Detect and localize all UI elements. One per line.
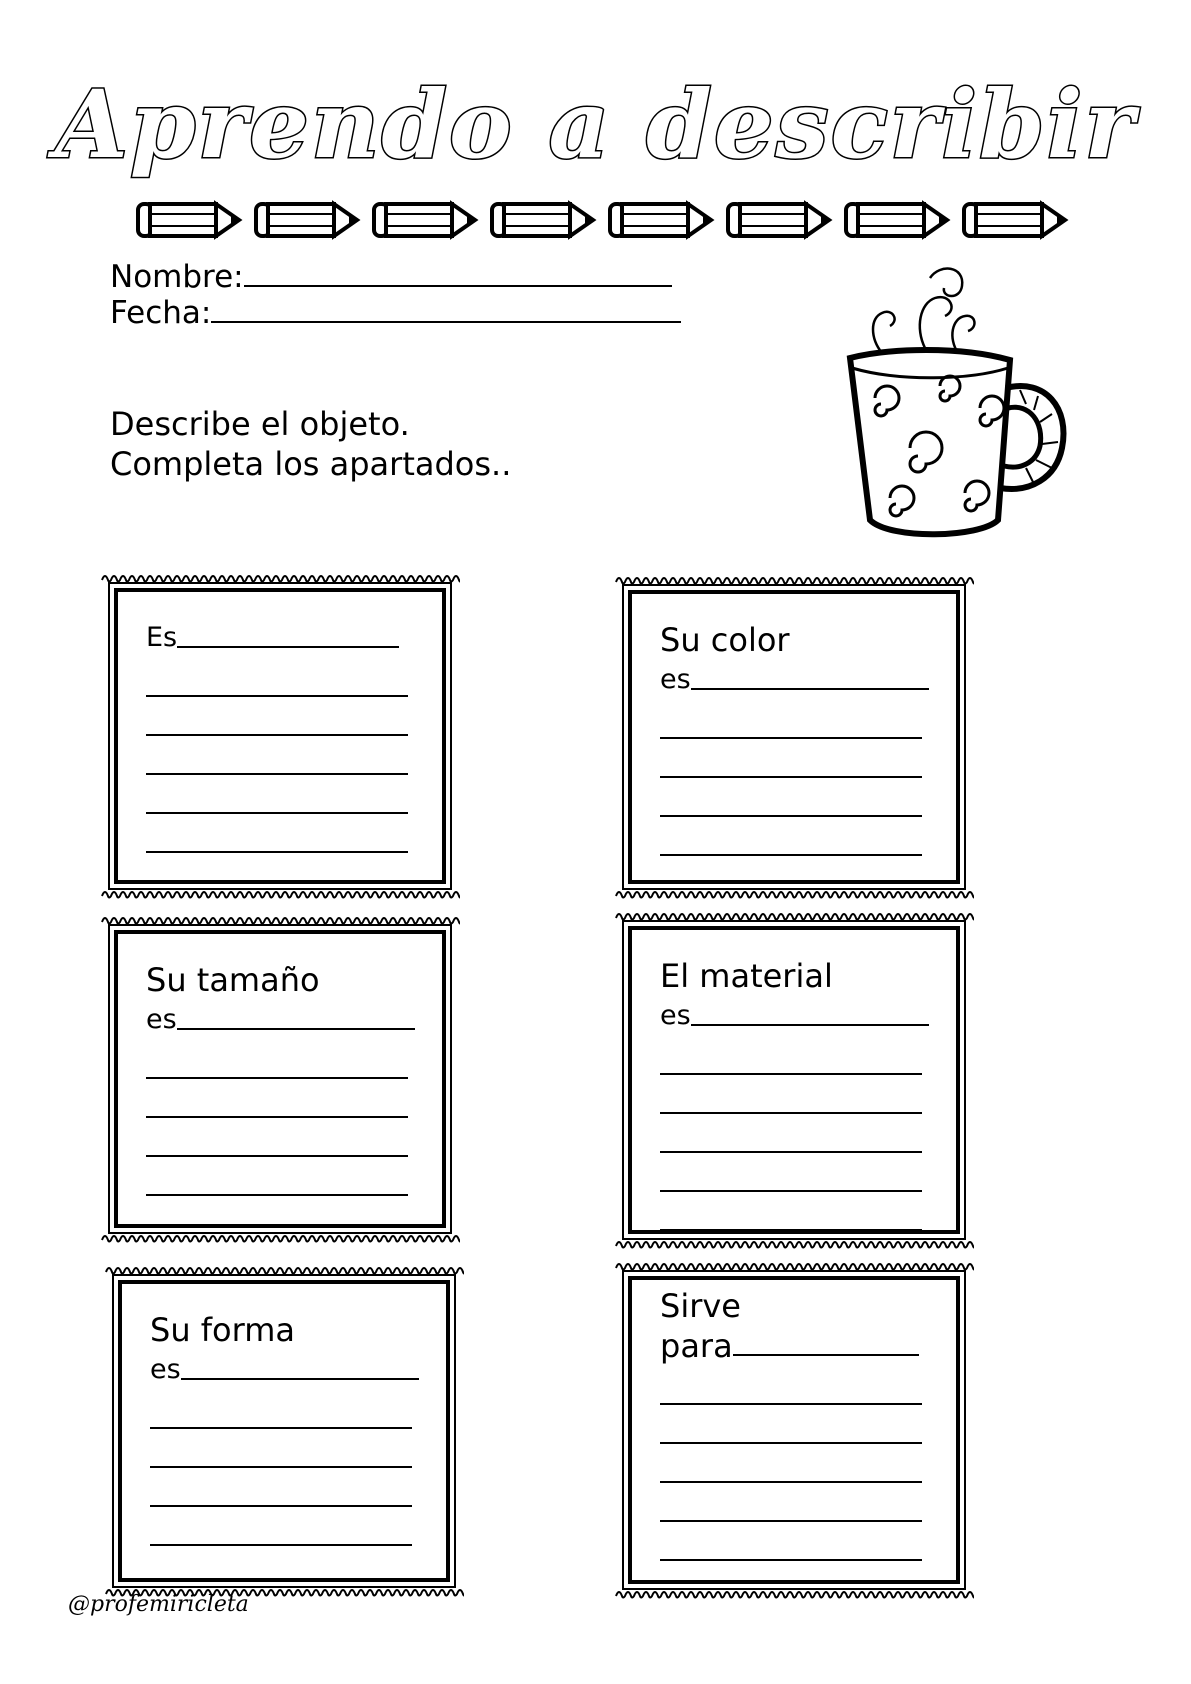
name-label: Nombre:	[110, 259, 244, 295]
blank-writing-line[interactable]	[146, 736, 408, 775]
blank-writing-line[interactable]	[146, 1157, 408, 1196]
card-top-decoration	[614, 908, 974, 924]
blank-writing-line[interactable]	[660, 1192, 922, 1231]
card-bottom-decoration	[614, 886, 974, 902]
card-lead-line[interactable]: para	[660, 1326, 956, 1366]
blank-writing-line[interactable]	[660, 1444, 922, 1483]
blank-writing-line[interactable]	[660, 778, 922, 817]
card-lead-line[interactable]: Es	[146, 618, 442, 658]
card-bottom-decoration	[614, 1586, 974, 1602]
blank-writing-line[interactable]	[150, 1429, 412, 1468]
card-box	[118, 1280, 450, 1582]
pencil-icon	[489, 198, 599, 242]
card-box	[628, 926, 960, 1234]
card-es	[100, 570, 460, 902]
card-box	[114, 588, 446, 884]
blank-writing-line[interactable]	[146, 814, 408, 853]
card-lead-line[interactable]: es	[146, 1000, 442, 1040]
pencil-icon	[607, 198, 717, 242]
card-box	[628, 590, 960, 884]
blank-writing-line[interactable]	[660, 1153, 922, 1192]
date-field[interactable]	[110, 295, 681, 331]
blank-writing-line[interactable]	[660, 1483, 922, 1522]
author-credit: @profemiricleta	[68, 1592, 249, 1617]
card-bottom-decoration	[614, 1236, 974, 1252]
card-box	[114, 930, 446, 1228]
pencil-icon	[725, 198, 835, 242]
card-color	[614, 572, 974, 902]
blank-writing-line[interactable]	[660, 739, 922, 778]
blank-writing-line[interactable]	[146, 1040, 408, 1079]
card-heading: Su color	[660, 621, 790, 659]
blank-writing-line[interactable]	[660, 1036, 922, 1075]
page-title: Aprendo a describir	[55, 70, 1136, 180]
card-heading: Sirve	[660, 1287, 741, 1325]
blank-writing-line[interactable]	[660, 1075, 922, 1114]
pencil-icon	[253, 198, 363, 242]
pencil-icon	[371, 198, 481, 242]
card-top-decoration	[100, 570, 460, 586]
card-top-decoration	[104, 1262, 464, 1278]
instructions	[110, 404, 511, 484]
blank-writing-line[interactable]	[660, 1405, 922, 1444]
blank-writing-line[interactable]	[146, 697, 408, 736]
blank-writing-line[interactable]	[146, 1079, 408, 1118]
blank-writing-line[interactable]	[150, 1507, 412, 1546]
instruction-line-1: Describe el objeto.	[110, 405, 410, 443]
card-top-decoration	[614, 1258, 974, 1274]
name-line[interactable]	[244, 281, 672, 287]
card-box	[628, 1276, 960, 1584]
card-sirve	[614, 1258, 974, 1602]
blank-writing-line[interactable]	[146, 658, 408, 697]
card-lead-line[interactable]: es	[150, 1350, 446, 1390]
coffee-mug-icon	[830, 258, 1080, 548]
card-heading: Su forma	[150, 1311, 295, 1349]
instruction-line-2: Completa los apartados..	[110, 445, 512, 483]
blank-writing-line[interactable]	[146, 1118, 408, 1157]
blank-writing-line[interactable]	[660, 700, 922, 739]
date-line[interactable]	[211, 317, 681, 323]
blank-writing-line[interactable]	[660, 1366, 922, 1405]
pencil-icon	[843, 198, 953, 242]
card-bottom-decoration	[100, 886, 460, 902]
date-label: Fecha:	[110, 295, 212, 331]
card-tamano	[100, 912, 460, 1246]
card-material	[614, 908, 974, 1252]
card-heading: Su tamaño	[146, 961, 320, 999]
blank-writing-line[interactable]	[660, 1522, 922, 1561]
name-field[interactable]	[110, 259, 672, 295]
blank-writing-line[interactable]	[660, 817, 922, 856]
card-lead-line[interactable]: es	[660, 660, 956, 700]
blank-writing-line[interactable]	[150, 1390, 412, 1429]
pencil-border	[135, 198, 1071, 242]
blank-writing-line[interactable]	[146, 775, 408, 814]
blank-writing-line[interactable]	[150, 1468, 412, 1507]
card-heading: El material	[660, 957, 833, 995]
card-top-decoration	[614, 572, 974, 588]
pencil-icon	[135, 198, 245, 242]
card-top-decoration	[100, 912, 460, 928]
blank-writing-line[interactable]	[660, 1114, 922, 1153]
card-lead-line[interactable]: es	[660, 996, 956, 1036]
pencil-icon	[961, 198, 1071, 242]
card-forma	[104, 1262, 464, 1600]
card-bottom-decoration	[100, 1230, 460, 1246]
